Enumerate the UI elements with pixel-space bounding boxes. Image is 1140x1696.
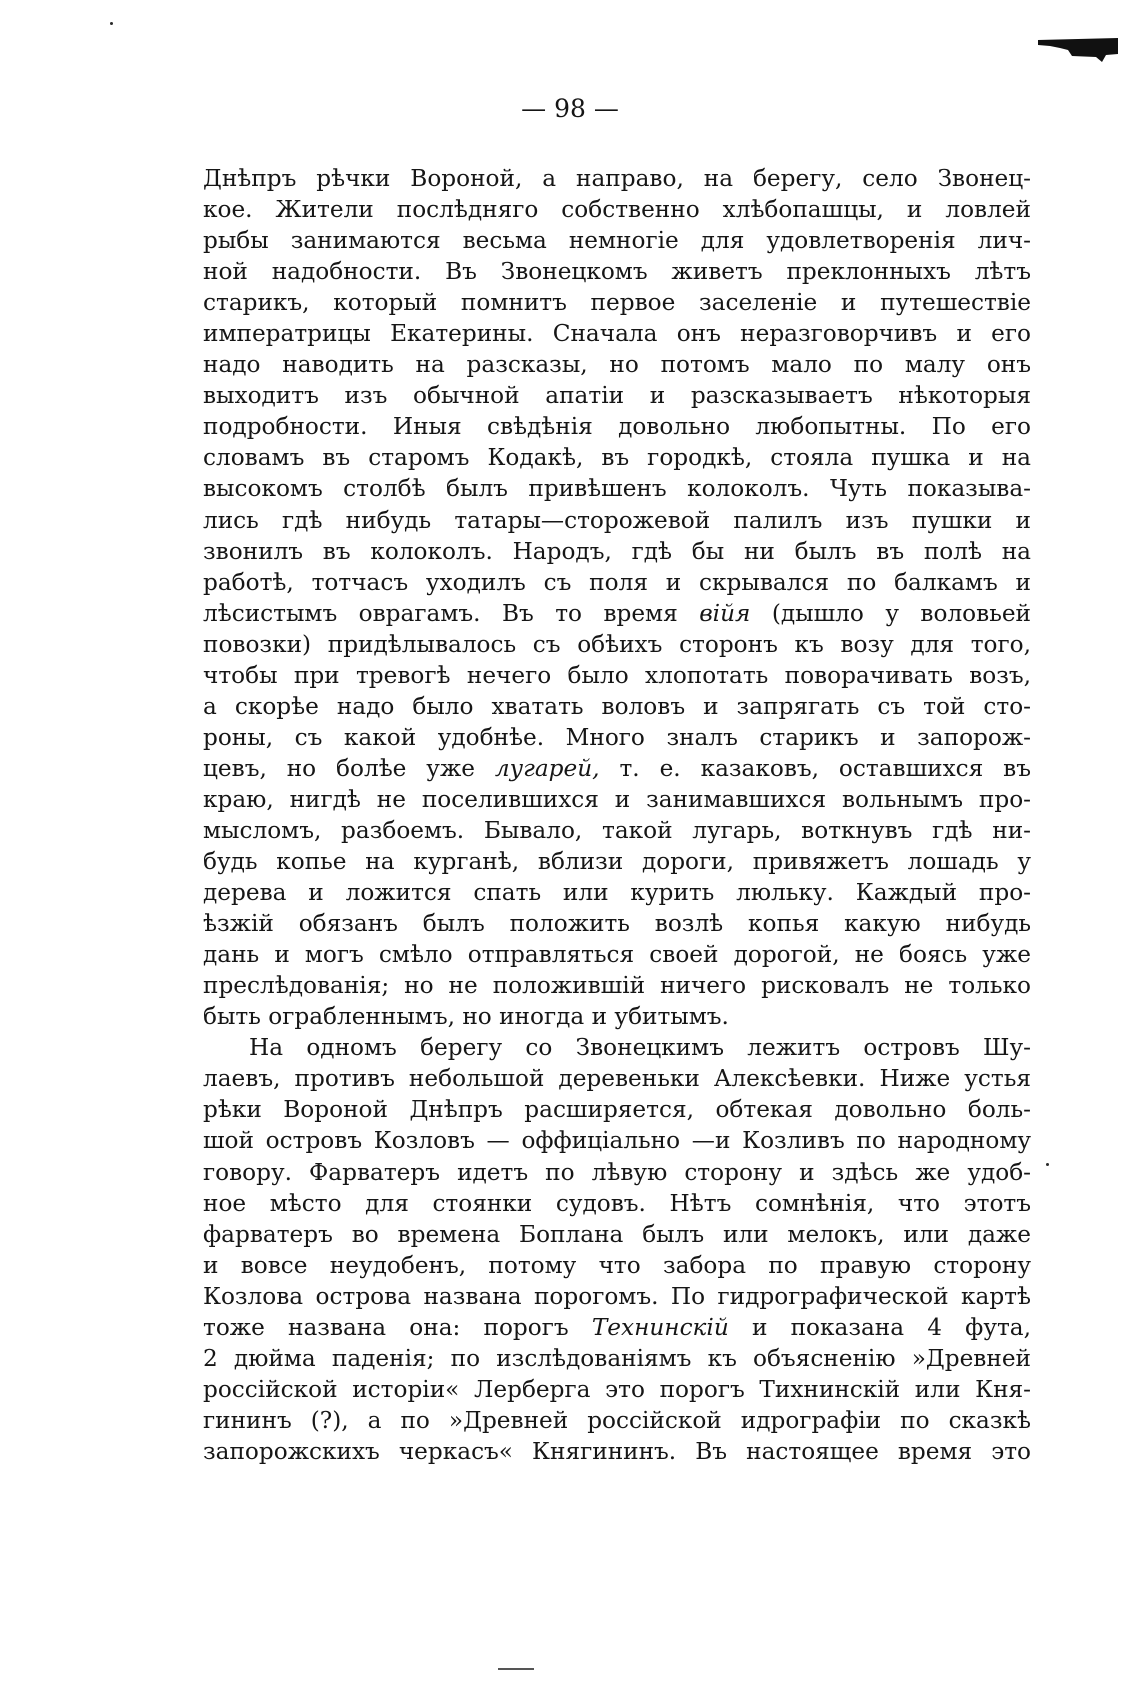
text-line: высокомъ столбѣ былъ привѣшенъ колоколъ. Чуть показыва- <box>203 475 1031 503</box>
text-line: старикъ, который помнитъ первое заселеніе и путешествіе <box>203 289 1031 317</box>
italic-term: Технинскій <box>591 1313 729 1341</box>
text-span: лѣсистымъ оврагамъ. Въ то время <box>203 599 700 627</box>
text-line: ной надобности. Въ Звонецкомъ живетъ преклонныхъ лѣтъ <box>203 258 1031 286</box>
text-line: На одномъ берегу со Звонецкимъ лежитъ островъ Шу- <box>249 1034 1031 1062</box>
text-line <box>203 598 1031 629</box>
text-line: работѣ, тотчасъ уходилъ съ поля и скрывался по балкамъ и <box>203 568 1031 596</box>
text-span: цевъ, но болѣе уже <box>203 754 495 782</box>
text-line: преслѣдованія; но не положившій ничего рисковалъ не только <box>203 972 1031 1000</box>
text-line: повозки) придѣлывалось съ обѣихъ сторонъ къ возу для того, <box>203 630 1031 658</box>
text-line: россійской исторіи« Лерберга это порогъ Тихнинскій или Кня- <box>203 1375 1031 1403</box>
text-line: а скорѣе надо было хватать воловъ и запрягать съ той сто- <box>203 692 1031 720</box>
text-line <box>203 1312 1031 1343</box>
text-line: и вовсе неудобенъ, потому что забора по правую сторону <box>203 1251 1031 1279</box>
page-number: — 98 — <box>521 94 619 123</box>
text-line: ѣзжій обязанъ былъ положить возлѣ копья какую нибудь <box>203 910 1031 938</box>
text-span: т. е. казаковъ, оставшихся въ <box>599 754 1031 782</box>
text-line: роны, съ какой удобнѣе. Много зналъ старикъ и запорож- <box>203 723 1031 751</box>
text-line: Козлова острова названа порогомъ. По гидрографической картѣ <box>203 1282 1031 1310</box>
bottom-rule <box>498 1668 534 1670</box>
text-line: лаевъ, противъ небольшой деревеньки Алексѣевки. Ниже устья <box>203 1065 1031 1093</box>
text-line: дерева и ложится спать или курить люльку. Каждый про- <box>203 879 1031 907</box>
text-line: звонилъ въ колоколъ. Народъ, гдѣ бы ни былъ въ полѣ на <box>203 537 1031 565</box>
text-line: императрицы Екатерины. Сначала онъ неразговорчивъ и его <box>203 320 1031 348</box>
text-line: чтобы при тревогѣ нечего было хлопотать поворачивать возъ, <box>203 661 1031 689</box>
text-line: 2 дюйма паденія; по изслѣдованіямъ къ объясненію »Древней <box>203 1344 1031 1372</box>
scan-speck <box>1046 1163 1049 1166</box>
text-line: быть ограбленнымъ, но иногда и убитымъ. <box>203 1003 729 1031</box>
text-line: запорожскихъ черкасъ« Княгининъ. Въ настоящее время это <box>203 1437 1031 1465</box>
text-line <box>203 753 1031 784</box>
text-line: выходитъ изъ обычной апатіи и разсказываетъ нѣкоторыя <box>203 382 1031 410</box>
text-span: тоже названа она: порогъ <box>203 1313 592 1341</box>
text-span: (дышло у воловьей <box>750 599 1031 627</box>
text-line: подробности. Иныя свѣдѣнія довольно любопытны. По его <box>203 413 1031 441</box>
text-line: кое. Жители послѣдняго собственно хлѣбопашцы, и ловлей <box>203 196 1031 224</box>
text-line: мысломъ, разбоемъ. Бывало, такой лугарь, воткнувъ гдѣ ни- <box>203 816 1031 844</box>
scan-corner-mark <box>1038 38 1118 64</box>
text-line: рѣки Вороной Днѣпръ расширяется, обтекая довольно боль- <box>203 1096 1031 1124</box>
text-line: Днѣпръ рѣчки Вороной, а направо, на берегу, село Звонец- <box>203 165 1031 192</box>
text-span: и показана 4 фута, <box>728 1313 1031 1341</box>
text-line: лись гдѣ нибудь татары—сторожевой палилъ изъ пушки и <box>203 506 1031 534</box>
text-line: гининъ (?), а по »Древней россійской идрографіи по сказкѣ <box>203 1406 1031 1434</box>
text-line: надо наводить на разсказы, но потомъ мало по малу онъ <box>203 351 1031 379</box>
body-text <box>203 163 1031 1467</box>
italic-term: лугарей, <box>494 754 600 782</box>
text-line: будь копье на курганѣ, вблизи дороги, привяжетъ лошадь у <box>203 848 1031 876</box>
text-line: шой островъ Козловъ — оффиціально —и Козливъ по народному <box>203 1127 1031 1155</box>
text-line: краю, нигдѣ не поселившихся и занимавшихся вольнымъ про- <box>203 785 1031 813</box>
text-line: говору. Фарватеръ идетъ по лѣвую сторону и здѣсь же удоб- <box>203 1158 1031 1186</box>
text-line: ное мѣсто для стоянки судовъ. Нѣтъ сомнѣнія, что этотъ <box>203 1189 1031 1217</box>
text-line: словамъ въ старомъ Кодакѣ, въ городкѣ, стояла пушка и на <box>203 444 1031 472</box>
text-line: фарватеръ во времена Боплана былъ или мелокъ, или даже <box>203 1220 1031 1248</box>
italic-term: війя <box>699 599 751 627</box>
scan-speck <box>110 22 113 25</box>
text-line: рыбы занимаются весьма немногіе для удовлетворенія лич- <box>203 227 1031 255</box>
text-line: дань и могъ смѣло отправляться своей дорогой, не боясь уже <box>203 941 1031 969</box>
